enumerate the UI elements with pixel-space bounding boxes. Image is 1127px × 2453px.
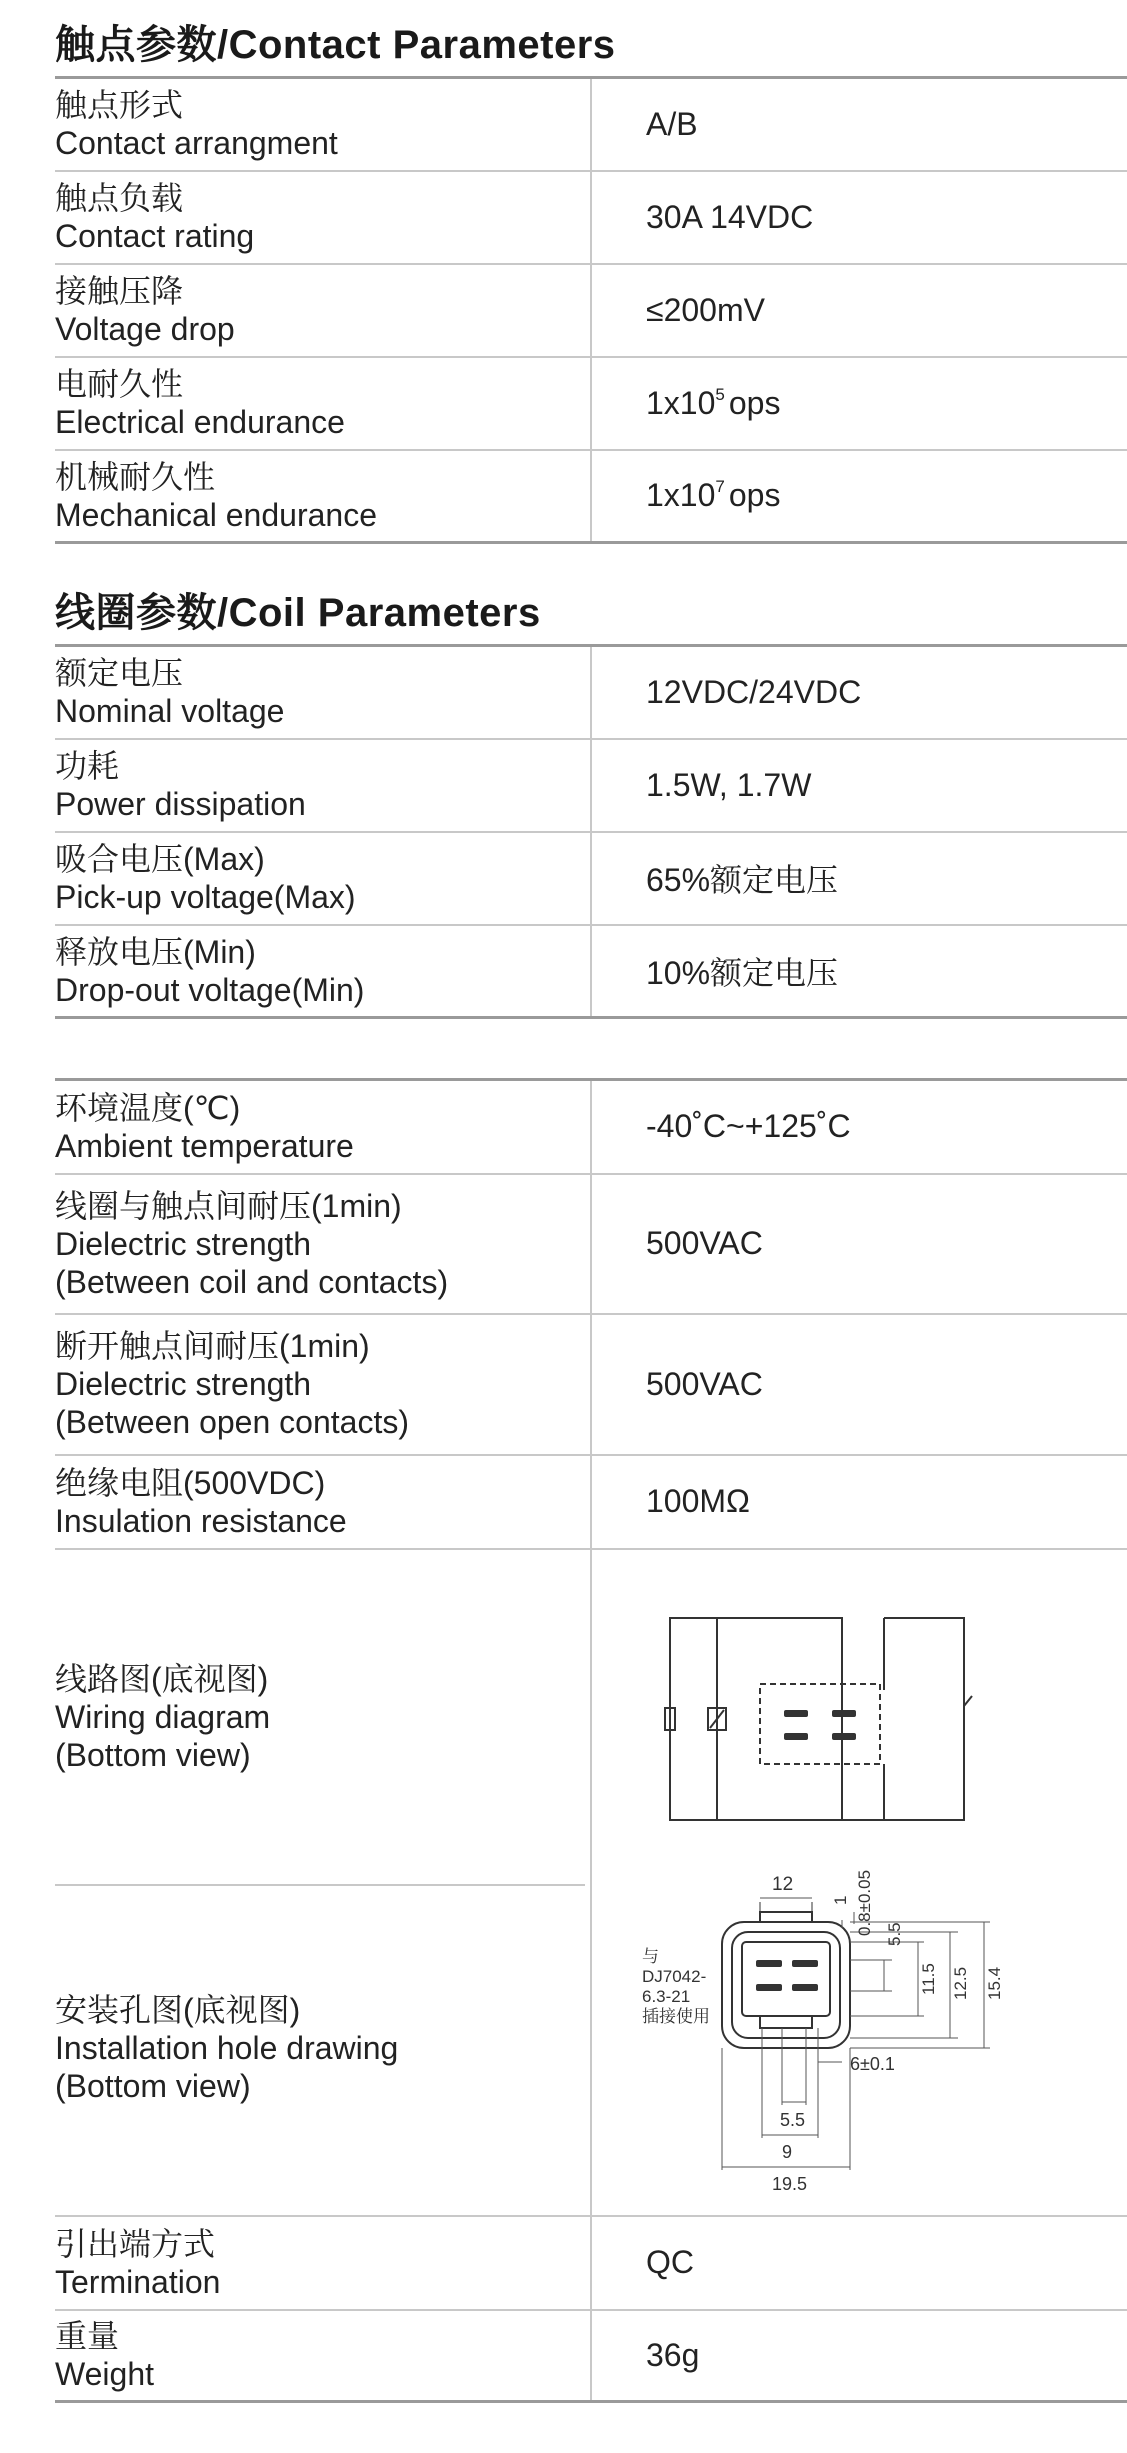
label-en-sub: (Between open contacts) bbox=[55, 1404, 409, 1440]
value-base: 1x10 bbox=[646, 384, 716, 421]
label-en: Dielectric strength bbox=[55, 1366, 312, 1402]
label-zh: 安装孔图(底视图) bbox=[55, 1991, 301, 2028]
wiring-diagram bbox=[665, 1618, 972, 1820]
wiring-label bbox=[55, 1550, 585, 1886]
diagram-cell bbox=[591, 1549, 1127, 2216]
row-label bbox=[55, 2216, 591, 2310]
table-row bbox=[55, 1455, 1127, 1549]
value-exponent: 7 bbox=[715, 477, 725, 497]
install-note bbox=[642, 1947, 710, 2026]
label-zh: 断开触点间耐压(1min) bbox=[55, 1328, 370, 1364]
dim-154: 15.4 bbox=[985, 1966, 1004, 2000]
dim-6: 6±0.1 bbox=[850, 2053, 895, 2074]
label-zh: 线路图(底视图) bbox=[55, 1660, 269, 1697]
svg-text:与: 与 bbox=[642, 1946, 659, 1966]
table-row bbox=[55, 450, 1127, 543]
row-label bbox=[55, 357, 591, 450]
row-value: 500VAC bbox=[591, 1314, 1127, 1455]
coil-table bbox=[55, 644, 1127, 1019]
row-label bbox=[55, 1174, 591, 1314]
label-en-sub: (Bottom view) bbox=[55, 2067, 251, 2104]
label-en: Contact rating bbox=[55, 218, 255, 254]
svg-text:插接使用: 插接使用 bbox=[642, 2006, 710, 2026]
value-unit: ops bbox=[728, 384, 781, 421]
table-row bbox=[55, 357, 1127, 450]
diagram-drawings bbox=[592, 1550, 1127, 2210]
row-label bbox=[55, 739, 591, 832]
dim-55v: 5.5 bbox=[885, 1921, 904, 1946]
table-row bbox=[55, 1174, 1127, 1314]
contact-section-title: 触点参数/Contact Parameters bbox=[55, 23, 616, 67]
svg-text:6.3-21: 6.3-21 bbox=[642, 1986, 691, 2006]
row-value: 12VDC/24VDC bbox=[591, 646, 1127, 739]
row-value: 65%额定电压 bbox=[591, 832, 1127, 925]
row-value bbox=[591, 357, 1127, 450]
label-en: Pick-up voltage(Max) bbox=[55, 879, 356, 915]
row-value: 30A 14VDC bbox=[591, 171, 1127, 264]
value-base: 1x10 bbox=[646, 477, 716, 514]
row-label bbox=[55, 925, 591, 1018]
row-label bbox=[55, 450, 591, 543]
label-en-sub: (Between coil and contacts) bbox=[55, 1263, 449, 1300]
label-zh: 释放电压(Min) bbox=[55, 933, 256, 970]
label-en: Nominal voltage bbox=[55, 693, 285, 730]
label-zh: 触点负载 bbox=[55, 180, 184, 216]
table-row bbox=[55, 2216, 1127, 2310]
label-en: Wiring diagram bbox=[55, 1698, 271, 1735]
diagram-labels bbox=[55, 1549, 591, 2216]
label-en: Installation hole drawing bbox=[55, 2029, 399, 2066]
label-en: Power dissipation bbox=[55, 786, 306, 822]
install-label bbox=[55, 1886, 590, 2210]
wiring-contacts bbox=[784, 1710, 856, 1740]
spec-sheet bbox=[55, 0, 1127, 2403]
row-value: 100MΩ bbox=[591, 1455, 1127, 1549]
label-en: Ambient temperature bbox=[55, 1127, 354, 1164]
table-row bbox=[55, 2310, 1127, 2402]
table-row bbox=[55, 264, 1127, 357]
label-zh: 绝缘电阻(500VDC) bbox=[55, 1464, 326, 1501]
label-zh: 电耐久性 bbox=[55, 366, 184, 402]
row-label bbox=[55, 646, 591, 739]
contact-table bbox=[55, 76, 1127, 544]
label-zh: 触点形式 bbox=[55, 87, 184, 124]
table-row bbox=[55, 739, 1127, 832]
table-row bbox=[55, 171, 1127, 264]
dim-08: 0.8±0.05 bbox=[855, 1869, 874, 1936]
label-en: Voltage drop bbox=[55, 311, 235, 347]
label-zh: 重量 bbox=[55, 2318, 120, 2355]
label-zh: 功耗 bbox=[55, 748, 120, 784]
dim-12: 12 bbox=[772, 1873, 794, 1895]
label-zh: 额定电压 bbox=[55, 655, 184, 692]
row-value: ≤200mV bbox=[591, 264, 1127, 357]
dim-195: 19.5 bbox=[772, 2173, 808, 2194]
label-en-sub: (Bottom view) bbox=[55, 1736, 251, 1773]
row-label bbox=[55, 1314, 591, 1455]
label-zh: 吸合电压(Max) bbox=[55, 841, 265, 877]
value-exponent: 5 bbox=[715, 384, 725, 404]
label-zh: 接触压降 bbox=[55, 273, 184, 309]
label-zh: 机械耐久性 bbox=[55, 458, 216, 495]
row-label bbox=[55, 171, 591, 264]
row-value: A/B bbox=[591, 78, 1127, 171]
label-en: Weight bbox=[55, 2356, 155, 2393]
general-table bbox=[55, 1078, 1127, 2403]
table-row bbox=[55, 1080, 1127, 1174]
dimension-lines bbox=[722, 1898, 990, 2170]
dim-125: 12.5 bbox=[951, 1966, 970, 2000]
row-value: 500VAC bbox=[591, 1174, 1127, 1314]
row-label bbox=[55, 2310, 591, 2402]
label-en: Electrical endurance bbox=[55, 404, 345, 440]
label-en: Termination bbox=[55, 2263, 221, 2300]
table-row bbox=[55, 925, 1127, 1018]
row-label bbox=[55, 78, 591, 171]
table-row bbox=[55, 78, 1127, 171]
row-label bbox=[55, 832, 591, 925]
install-drawing bbox=[722, 1902, 850, 2048]
dim-55h: 5.5 bbox=[780, 2109, 806, 2130]
value-unit: ops bbox=[728, 477, 781, 514]
table-row bbox=[55, 832, 1127, 925]
row-value: -40˚C~+125˚C bbox=[591, 1080, 1127, 1174]
row-value: 36g bbox=[591, 2310, 1127, 2402]
svg-text:DJ7042-: DJ7042- bbox=[642, 1966, 707, 1986]
label-en: Mechanical endurance bbox=[55, 496, 377, 533]
label-en: Dielectric strength bbox=[55, 1225, 312, 1262]
dim-1: 1 bbox=[831, 1895, 850, 1905]
row-label bbox=[55, 1080, 591, 1174]
dim-9: 9 bbox=[782, 2141, 793, 2162]
row-label bbox=[55, 1455, 591, 1549]
install-contacts bbox=[756, 1960, 818, 1991]
label-en: Drop-out voltage(Min) bbox=[55, 971, 365, 1008]
label-zh: 引出端方式 bbox=[55, 2225, 216, 2262]
table-row bbox=[55, 1314, 1127, 1455]
label-zh: 线圈与触点间耐压(1min) bbox=[55, 1187, 402, 1224]
diagram-row bbox=[55, 1549, 1127, 2216]
table-row bbox=[55, 646, 1127, 739]
coil-section-title: 线圈参数/Coil Parameters bbox=[55, 591, 541, 635]
label-en: Insulation resistance bbox=[55, 1502, 347, 1539]
row-label bbox=[55, 264, 591, 357]
row-value: 10%额定电压 bbox=[591, 925, 1127, 1018]
row-value bbox=[591, 450, 1127, 543]
dim-115: 11.5 bbox=[919, 1962, 938, 1995]
row-value: QC bbox=[591, 2216, 1127, 2310]
label-zh: 环境温度(℃) bbox=[55, 1089, 241, 1126]
label-en: Contact arrangment bbox=[55, 125, 338, 162]
row-value: 1.5W, 1.7W bbox=[591, 739, 1127, 832]
